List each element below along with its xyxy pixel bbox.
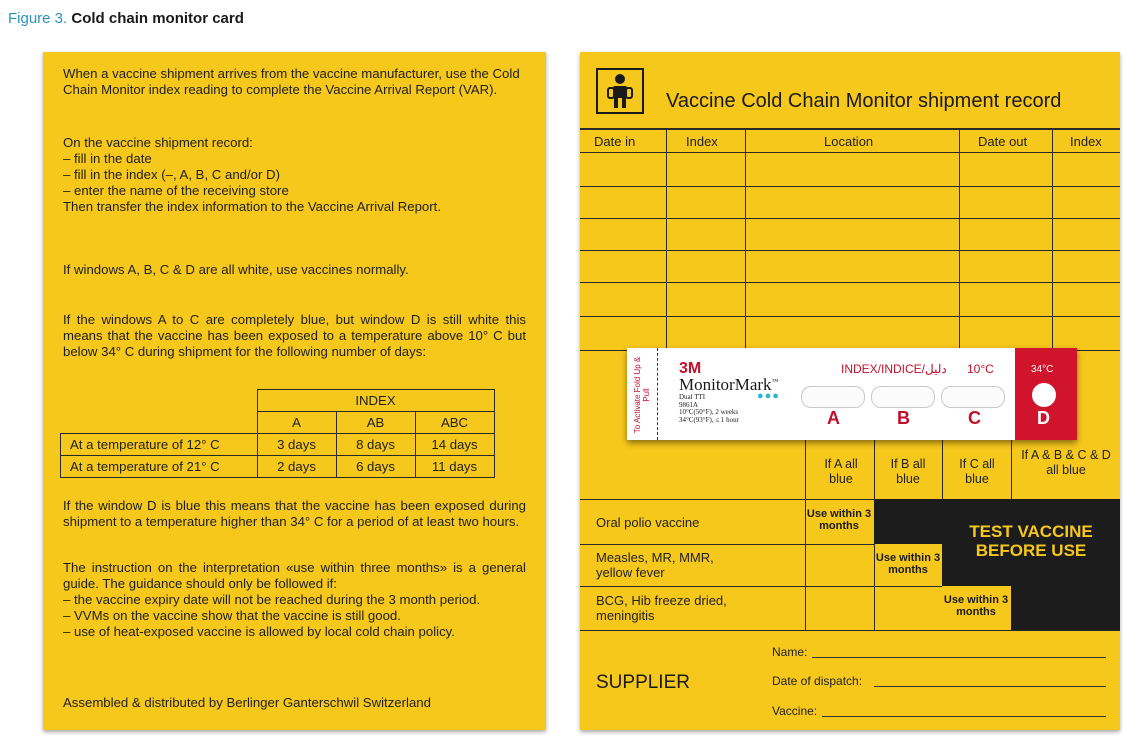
transfer-text: Then transfer the index information to the Vaccine Arrival Report. [63,199,441,214]
grid-line [580,282,1120,283]
monitormark-indicator [627,348,1077,440]
name-label: Name: [772,645,808,659]
vaccine-row-label: Oral polio vaccine [596,515,700,530]
figure-caption [8,10,244,27]
grid-line [580,630,1120,631]
vaccine-label: Vaccine: [772,704,818,718]
window-a [801,386,865,408]
column-header: Index [1070,134,1102,149]
table-cell: 11 days [415,456,494,478]
row-label: At a temperature of 21° C [61,456,258,478]
dispatch-date-label: Date of dispatch: [772,674,863,688]
grid-line [580,218,1120,219]
column-header: Index [686,134,718,149]
window-c [941,386,1005,408]
use-within-badge: Use within 3 months [806,508,872,532]
white-rule: If windows A, B, C & D are all white, use vaccines normally. [63,262,409,277]
table-row [61,434,495,456]
figure-label: Figure 3. [8,10,68,27]
figure-title: Cold chain monitor card [71,10,244,27]
column-header: Location [824,134,874,149]
grid-line [580,316,1120,317]
index-table [60,389,495,478]
use-within-badge: Use within 3 months [875,552,941,576]
table-row [61,456,495,478]
grid-line [959,128,960,350]
legend-c: If C all blue [959,457,995,486]
vaccine-row-label: Measles, MR, MMR, yellow fever [596,550,714,580]
distributor-footer: Assembled & distributed by Berlinger Ganterschwil Switzerland [63,695,431,710]
grid-line [580,586,942,587]
table-cell: 14 days [415,434,494,456]
test-vaccine-notice: TEST VACCINE BEFORE USE [969,522,1093,560]
record-heading: On the vaccine shipment record: [63,135,253,150]
grid-line [1052,128,1053,350]
vaccine-field[interactable] [822,716,1106,717]
window-label: A [827,408,840,428]
temp-high-label: 34°C [1031,364,1054,375]
grid-line [580,250,1120,251]
name-field[interactable] [812,657,1106,658]
condition-item: – use of heat-exposed vaccine is allowed by local cold chain policy. [63,624,455,639]
use-within-badge: Use within 3 months [943,594,1009,618]
product-details: Dual TTI 9861A 10°C(50°F), 2 weeks 34°C(93°F), ≤ 1 hour [679,393,739,424]
person-icon [596,68,644,114]
index-title: INDEX [257,390,494,412]
condition-item: – the vaccine expiry date will not be reached during the 3 month period. [63,592,481,607]
product-name: MonitorMark™ [679,375,779,394]
guidance-text: The instruction on the interpretation «use within three months» is a general guide. The guidance should only be followed if: – the vaccine expiry date will not be reached during the 3 month period. – VVMs on the vaccine show that the vaccine is still good. – use of heat-exposed vaccine is allowed by local cold chain policy. [63,560,526,639]
record-instructions [63,135,526,215]
shipment-record-card [580,52,1120,730]
index-col-header: A [257,412,336,434]
grid-line [580,186,1120,187]
dots-graphic: ●●● [757,390,780,402]
window-label: D [1037,408,1050,428]
instructions-card [43,52,546,730]
legend-b: If B all blue [890,457,926,486]
legend-a: If A all blue [824,457,858,486]
condition-item: – VVMs on the vaccine show that the vaccine is still good. [63,608,401,623]
column-header: Date in [594,134,636,149]
d-rule: If the window D is blue this means that the vaccine has been exposed during shipment to a temperature higher than 34° C for a period of at least two hours. [63,498,526,529]
record-title: Vaccine Cold Chain Monitor shipment record [666,90,1062,112]
vaccine-row-label: BCG, Hib freeze dried, meningitis [596,593,727,623]
table-cell: 6 days [336,456,415,478]
table-cell: 3 days [257,434,336,456]
row-label: At a temperature of 12° C [61,434,258,456]
table-cell: 2 days [257,456,336,478]
column-header: Date out [978,134,1028,149]
grid-line [1011,440,1012,499]
window-d-panel [1015,348,1077,440]
grid-line [580,544,874,545]
index-col-header: ABC [415,412,494,434]
supplier-label: SUPPLIER [596,672,690,693]
intro-text: When a vaccine shipment arrives from the vaccine manufacturer, use the Cold Chain Monitor index reading to complete the Vaccine Arrival Report (VAR). [63,66,520,97]
grid-line [580,152,1120,153]
grid-line [805,440,806,630]
step-item: – enter the name of the receiving store [63,183,289,198]
window-label: C [968,408,981,428]
index-col-header: AB [336,412,415,434]
index-label: INDEX/INDICE/دليل [841,362,947,376]
window-b [871,386,935,408]
brand-logo: 3M [679,360,702,377]
legend-all: If A & B & C & D all blue [1021,448,1111,477]
step-item: – fill in the index (–, A, B, C and/or D) [63,167,280,182]
window-label: B [897,408,910,428]
dispatch-date-field[interactable] [874,686,1106,687]
activation-tab: To Activate Fold Up & Pull [627,348,658,440]
grid-line [666,128,667,350]
temp-low-label: 10°C [967,362,994,376]
table-cell: 8 days [336,434,415,456]
grid-line [942,440,943,499]
step-item: – fill in the date [63,151,152,166]
grid-line [745,128,746,350]
blue-rule: If the windows A to C are completely blue, but window D is still white this means that the vaccine has been exposed to a temperature above 10° C but below 34° C during shipment for the following number of days: [63,312,526,359]
window-d [1032,383,1056,407]
grid-line [580,128,1120,130]
test-area [1011,586,1120,630]
